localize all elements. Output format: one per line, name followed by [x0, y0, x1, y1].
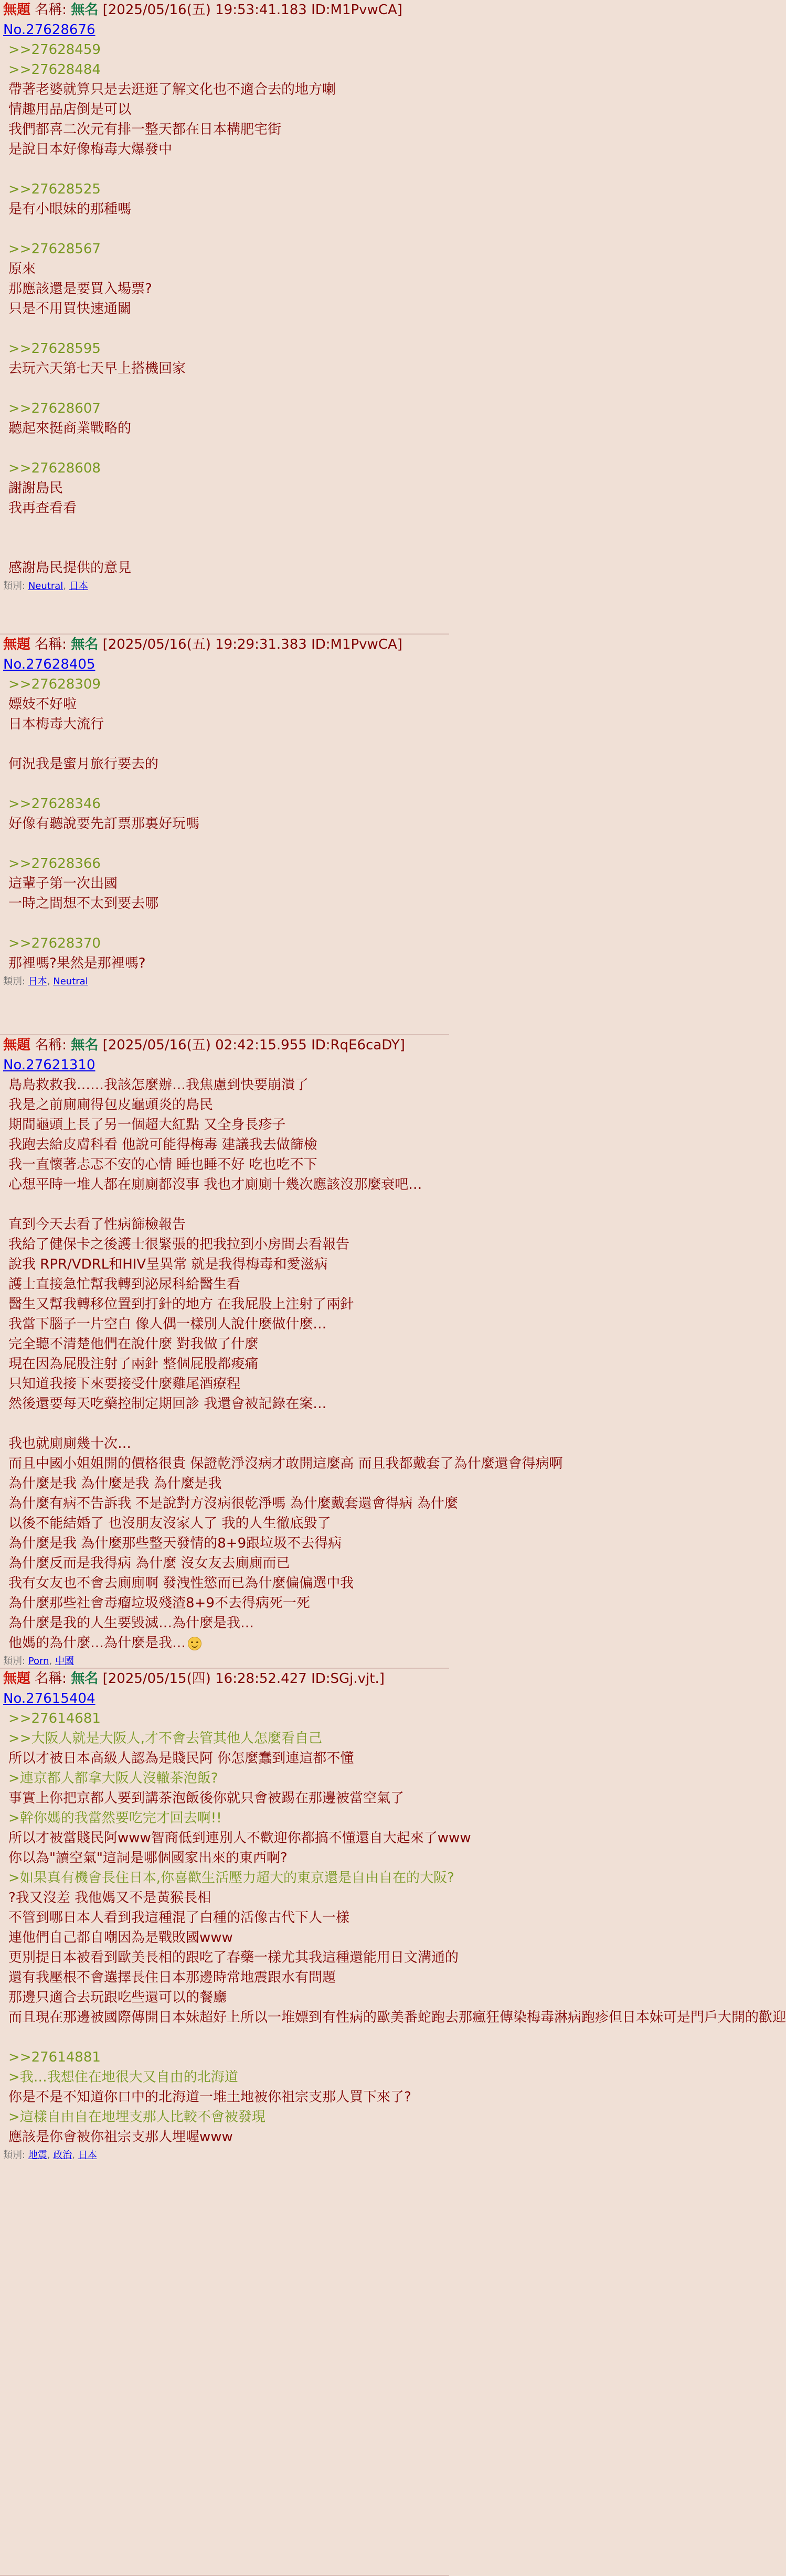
body-line: 而且中國小姐姐開的價格很貴 保證乾淨沒病才敢開這麼高 而且我都戴套了為什麼還會得病啊 [8, 1456, 563, 1472]
body-line: 醫生又幫我轉移位置到打針的地方 在我屁股上注射了兩針 [8, 1296, 354, 1312]
category-link[interactable]: 日本 [78, 2150, 97, 2161]
category-label: 類別: [3, 581, 26, 592]
post-subject: 無題 [3, 1671, 31, 1687]
poster-name: 無名 [71, 2, 99, 18]
post-categories [3, 579, 446, 594]
post-body [8, 1075, 563, 1653]
body-line [8, 319, 446, 339]
post-header [3, 1035, 446, 1055]
body-line: 為什麼是我 為什麼那些整天發情的8+9跟垃圾不去得病 [8, 1536, 342, 1551]
post-body [8, 40, 446, 578]
category-link[interactable]: 日本 [28, 976, 47, 987]
body-line: 你是不是不知道你口中的北海道一堆土地被你祖宗支那人買下來了? [8, 2089, 411, 2105]
name-label: 名稱: [35, 1671, 67, 1687]
category-link[interactable]: Porn [28, 1656, 49, 1667]
quote-line: >>大阪人就是大阪人,才不會去管其他人怎麼看自己 [8, 1731, 322, 1746]
body-line: 他媽的為什麼…為什麼是我… [8, 1633, 446, 1653]
name-label: 名稱: [35, 2, 67, 18]
body-line: 我再查看看 [8, 500, 77, 516]
category-separator: , [47, 976, 54, 987]
body-line: 為什麼反而是我得病 為什麼 沒女友去廁廁而已 [8, 1555, 290, 1571]
category-separator: , [63, 581, 69, 592]
body-line: 一時之間想不太到要去哪 [8, 896, 159, 911]
body-line: ?我又沒差 我他媽又不是黃猴長相 [8, 1890, 211, 1906]
body-line: 期間龜頭上長了另一個超大紅點 又全身長疹子 [8, 1117, 286, 1133]
name-label: 名稱: [35, 1037, 67, 1053]
post-header [3, 1669, 446, 1689]
body-line: 我有女友也不會去廁廁啊 發洩性慾而已為什麼偏偏選中我 [8, 1575, 354, 1591]
quote-line: >這樣自由自在地埋支那人比較不會被發現 [8, 2109, 265, 2125]
body-line [8, 774, 446, 794]
body-line: 為什麼有病不告訴我 不是說對方沒病很乾淨嗎 為什麼戴套還會得病 為什麼 [8, 1496, 458, 1511]
body-line: 我們都喜二次元有排一整天都在日本構肥宅街 [8, 122, 282, 137]
body-line: 所以才被當賤民阿www智商低到連別人不歡迎你都搞不懂還自大起來了www [8, 1830, 471, 1846]
quote-line: >>27628608 [8, 460, 101, 476]
post-datetime-id: [2025/05/16(五) 19:29:31.383 ID:M1PvwCA] [102, 637, 402, 652]
post-categories [3, 974, 446, 989]
post-categories [3, 1654, 446, 1669]
body-line: 說我 RPR/VDRL和HIV呈異常 就是我得梅毒和愛滋病 [8, 1257, 328, 1272]
category-link[interactable]: 地震 [28, 2150, 47, 2161]
body-line: 直到今天去看了性病篩檢報告 [8, 1217, 186, 1232]
body-line: 我一直懷著忐忑不安的心情 睡也睡不好 吃也吃不下 [8, 1157, 317, 1173]
body-line: 我給了健保卡之後護士很緊張的把我拉到小房間去看報告 [8, 1237, 350, 1252]
body-line: 所以才被日本高級人認為是賤民阿 你怎麼蠢到連這都不懂 [8, 1751, 354, 1766]
post [0, 0, 449, 635]
body-line: 事實上你把京都人要到講茶泡飯後你就只會被踢在那邊被當空氣了 [8, 1790, 405, 1806]
body-line [8, 518, 446, 538]
body-line: 好像有聽說要先訂票那裏好玩嗎 [8, 816, 200, 832]
category-separator: , [72, 2150, 78, 2161]
post-number-link[interactable]: No.27628676 [3, 22, 95, 38]
quote-line: >>27628607 [8, 401, 101, 416]
post-number-link[interactable]: No.27615404 [3, 1691, 95, 1706]
body-line: 連他們自己都自嘲因為是戰敗國www [8, 1930, 233, 1946]
body-line: 護士直接急忙幫我轉到泌尿科給醫生看 [8, 1276, 241, 1292]
quote-line: >>27628370 [8, 936, 101, 951]
quote-line: >>27628484 [8, 62, 101, 78]
body-line: 為什麼那些社會毒瘤垃圾殘渣8+9不去得病死一死 [8, 1595, 310, 1611]
body-line: 聽起來挺商業戰略的 [8, 421, 132, 436]
body-line: 完全聽不清楚他們在說什麼 對我做了什麼 [8, 1336, 259, 1352]
body-line: 去玩六天第七天早上搭機回家 [8, 361, 186, 377]
post-subject: 無題 [3, 637, 31, 652]
body-line: 感謝島民提供的意見 [8, 560, 132, 576]
body-line [8, 834, 446, 854]
post-categories [3, 2148, 446, 2163]
body-line: 謝謝島民 [8, 480, 63, 496]
quote-line: >>27614681 [8, 1711, 101, 1726]
post-subject: 無題 [3, 1037, 31, 1053]
body-line: 現在因為屁股注射了兩針 整個屁股都痠痛 [8, 1356, 259, 1372]
body-line: 心想平時一堆人都在廁廁都沒事 我也才廁廁十幾次應該沒那麼衰吧… [8, 1177, 422, 1193]
category-label: 類別: [3, 2150, 26, 2161]
post-subject: 無題 [3, 2, 31, 18]
body-line: 那邊只適合去玩跟吃些還可以的餐廳 [8, 1990, 227, 2005]
body-line [8, 538, 446, 558]
body-line [8, 219, 446, 239]
poster-name: 無名 [71, 637, 99, 652]
body-line [8, 1414, 446, 1434]
category-label: 類別: [3, 976, 26, 987]
quote-line: >幹你媽的我當然要吃完才回去啊!! [8, 1810, 222, 1826]
post-body [8, 1709, 786, 2147]
body-line: 只知道我接下來要接受什麼雞尾酒療程 [8, 1376, 241, 1392]
body-line [8, 1195, 446, 1215]
body-line: 我跑去給皮膚科看 他說可能得梅毒 建議我去做篩檢 [8, 1137, 317, 1153]
category-link[interactable]: 中國 [55, 1656, 74, 1667]
body-line: 然後還要每天吃藥控制定期回診 我還會被記錄在案… [8, 1396, 327, 1412]
body-line [8, 734, 446, 754]
body-line: 我當下腦子一片空白 像人偶一樣別人說什麼做什麼… [8, 1316, 327, 1332]
body-line: 為什麼是我的人生要毀滅…為什麼是我… [8, 1615, 254, 1631]
quote-line: >>27628366 [8, 856, 101, 872]
body-line: 是有小眼妹的那種嗎 [8, 201, 132, 217]
category-link[interactable]: 政治 [53, 2150, 72, 2161]
body-line: 嫖妓不好啦 [8, 696, 77, 712]
body-line [8, 914, 446, 933]
quote-line: >如果真有機會長住日本,你喜歡生活壓力超大的東京還是自由自在的大阪? [8, 1870, 454, 1886]
post-datetime-id: [2025/05/15(四) 16:28:52.427 ID:SGj.vjt.] [102, 1671, 385, 1687]
post-header [3, 635, 446, 654]
category-link[interactable]: 日本 [69, 581, 88, 592]
crying-emoji-icon [188, 1637, 201, 1650]
category-link[interactable]: Neutral [28, 581, 63, 592]
quote-line: >>27628525 [8, 181, 101, 197]
name-label: 名稱: [35, 637, 67, 652]
post [0, 635, 449, 1035]
post-datetime-id: [2025/05/16(五) 02:42:15.955 ID:RqE6caDY] [102, 1037, 405, 1053]
category-label: 類別: [3, 1656, 26, 1667]
body-line [8, 2027, 446, 2047]
body-line [8, 438, 446, 458]
quote-line: >>27614881 [8, 2049, 101, 2065]
body-line [8, 379, 446, 399]
category-separator: , [47, 2150, 54, 2161]
body-line: 原來 [8, 261, 36, 277]
body-line: 只是不用買快速通關 [8, 301, 132, 317]
body-line: 何況我是蜜月旅行要去的 [8, 756, 159, 772]
quote-line: >我…我想住在地很大又自由的北海道 [8, 2069, 238, 2085]
body-line: 這輩子第一次出國 [8, 876, 118, 892]
body-line: 更別提日本被看到歐美長相的跟吃了春藥一樣尤其我這種還能用日文溝通的 [8, 1950, 459, 1966]
body-line: 島島救救我……我該怎麼辦…我焦慮到快要崩潰了 [8, 1077, 309, 1093]
quote-line: >>27628595 [8, 341, 101, 357]
poster-name: 無名 [71, 1671, 99, 1687]
post-datetime-id: [2025/05/16(五) 19:53:41.183 ID:M1PvwCA] [102, 2, 402, 18]
body-line: 我也就廁廁幾十次… [8, 1436, 132, 1452]
post-header [3, 0, 446, 20]
post-number-link[interactable]: No.27621310 [3, 1057, 95, 1073]
body-line: 應該是你會被你祖宗支那人埋喔www [8, 2129, 233, 2145]
quote-line: >>27628567 [8, 241, 101, 257]
quote-line: >>27628346 [8, 796, 101, 812]
poster-name: 無名 [71, 1037, 99, 1053]
body-line: 那裡嗎?果然是那裡嗎? [8, 956, 146, 971]
quote-line: >連京都人都拿大阪人沒轍茶泡飯? [8, 1770, 218, 1786]
body-line: 而且現在那邊被國際傳開日本妹超好上所以一堆嫖到有性病的歐美番蛇跑去那瘋狂傳染梅毒淋病跑疹但日本妹可是門戶大開的歡迎 [8, 2010, 786, 2025]
quote-line: >>27628459 [8, 42, 101, 58]
quote-line: >>27628309 [8, 677, 101, 692]
post [0, 1669, 786, 2576]
body-line: 以後不能結婚了 也沒朋友沒家人了 我的人生徹底毀了 [8, 1516, 331, 1531]
post-body [8, 674, 446, 973]
post-number-link[interactable]: No.27628405 [3, 657, 95, 672]
body-line [8, 159, 446, 179]
body-line: 是說日本好像梅毒大爆發中 [8, 142, 173, 157]
category-separator: , [49, 1656, 55, 1667]
body-line: 還有我壓根不會選擇長住日本那邊時常地震跟水有問題 [8, 1970, 336, 1985]
body-line: 日本梅毒大流行 [8, 716, 104, 732]
body-line: 帶著老婆就算只是去逛逛了解文化也不適合去的地方喇 [8, 82, 336, 98]
body-line: 為什麼是我 為什麼是我 為什麼是我 [8, 1476, 222, 1491]
category-link[interactable]: Neutral [53, 976, 88, 987]
body-line: 不管到哪日本人看到我這種混了白種的活像古代下人一樣 [8, 1910, 350, 1926]
body-line: 我是之前廁廁得包皮龜頭炎的島民 [8, 1097, 214, 1113]
body-line: 那應該還是要買入場票? [8, 281, 152, 297]
body-line: 情趣用品店倒是可以 [8, 102, 132, 117]
post [0, 1035, 563, 1669]
body-line: 你以為"讀空氣"這詞是哪個國家出來的東西啊? [8, 1850, 288, 1866]
